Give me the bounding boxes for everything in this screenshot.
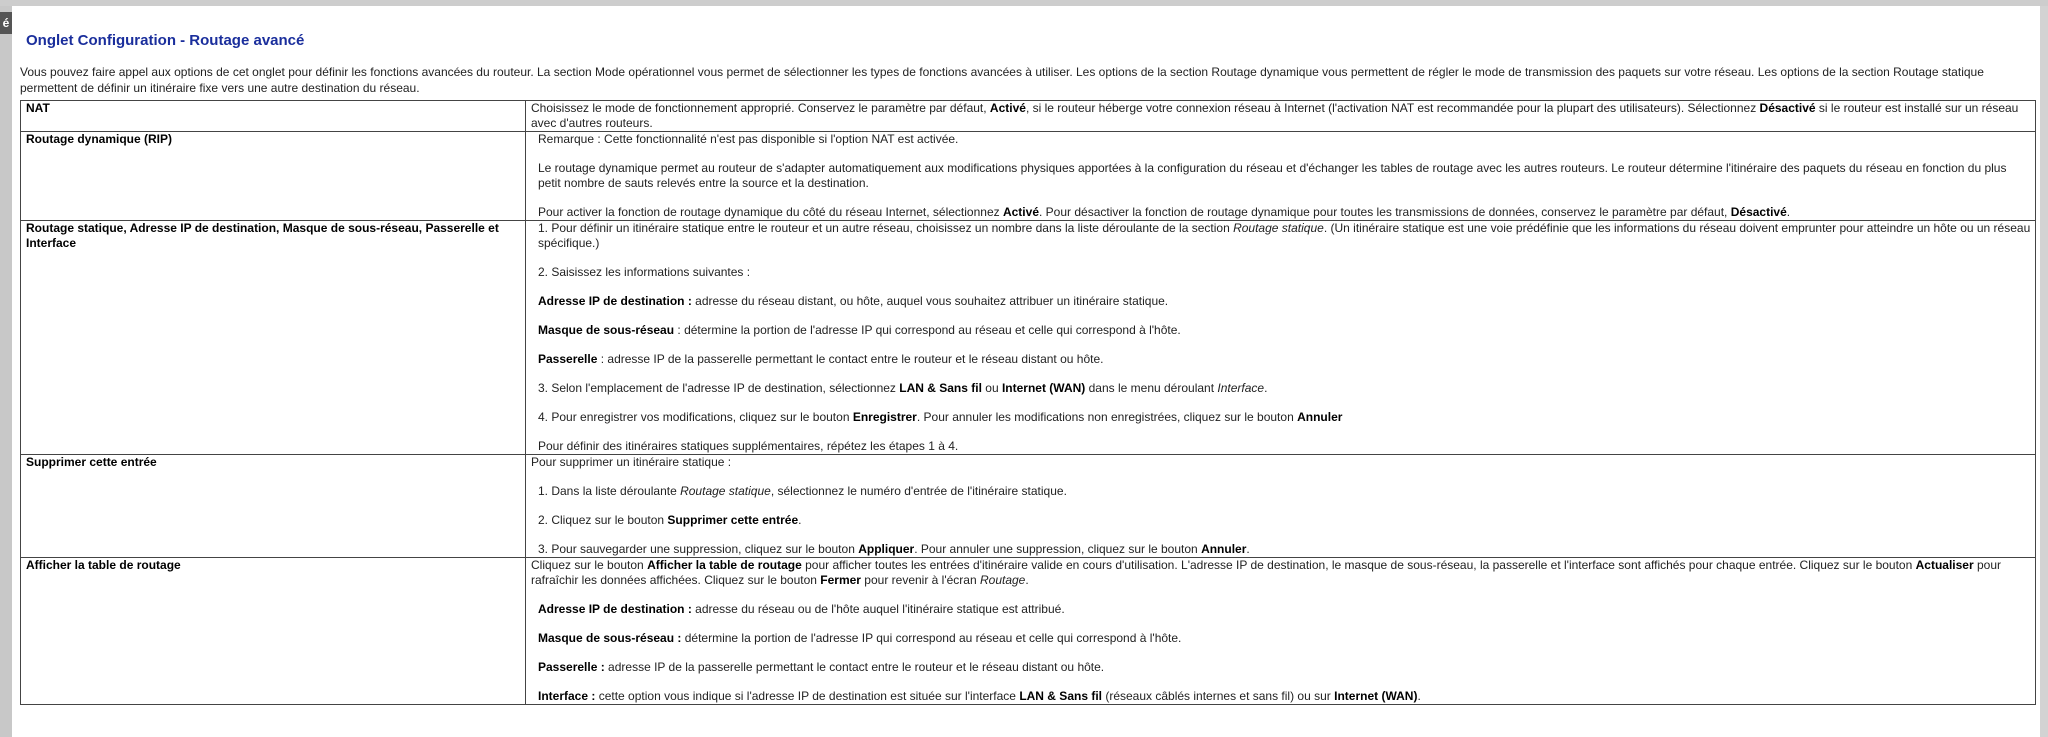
routing-p1-text-3: pour rafraîchir les données affichées. Cliquez sur le bouton [531, 558, 2001, 587]
left-frame [0, 6, 12, 737]
routing-paragraph-1 [531, 558, 2031, 588]
delete-cancel-term: Annuler [1201, 542, 1247, 556]
intro-paragraph: Vous pouvez faire appel aux options de cet onglet pour définir les fonctions avancées du routeur. La section Mode opérationnel vous permet de sélectionner les types de fonctions avancées à utiliser. Les options de la section Routage dynamique vous permettent de régler le mode de transmission des paquets sur votre réseau. Les options de la section Routage statique permettent de définir un itinéraire fixe vers une autre destination du réseau. [20, 65, 1984, 95]
static-s3-text-1: 3. Selon l'emplacement de l'adresse IP de destination, sélectionnez [538, 381, 900, 395]
nat-text-3: si le routeur est installé sur un réseau avec d'autres routeurs. [531, 101, 2019, 130]
table-row-rip [21, 132, 2036, 221]
static-s1-italic: Routage statique [1233, 221, 1324, 235]
row-desc-nat [526, 101, 2036, 132]
static-s3-text-3: dans le menu déroulant [1085, 381, 1218, 395]
static-gw-text: : adresse IP de la passerelle permettant le contact entre le routeur et le réseau distant ou hôte. [597, 352, 1104, 366]
static-step-1 [531, 221, 2031, 251]
routing-close-term: Fermer [820, 573, 861, 587]
routing-dest-text: adresse du réseau ou de l'hôte auquel l'itinéraire statique est attribué. [691, 602, 1065, 616]
table-row-nat [21, 101, 2036, 132]
delete-intro: Pour supprimer un itinéraire statique : [531, 455, 732, 469]
routing-if-text-2: (réseaux câblés internes et sans fil) ou sur [1102, 689, 1335, 703]
delete-step-3 [531, 542, 2031, 557]
routing-refresh-term: Actualiser [1915, 558, 1974, 572]
static-step-4 [531, 410, 2031, 425]
rip-p3-text-2: . Pour désactiver la fonction de routage dynamique pour toutes les transmissions de données, conservez le paramètre par défaut, [1039, 205, 1731, 219]
rip-p3-text-3: . [1786, 205, 1791, 219]
static-save-term: Enregistrer [852, 410, 917, 424]
routing-mask-term: Masque de sous-réseau : [538, 631, 682, 645]
rip-paragraph-3 [531, 205, 2031, 220]
routing-p1-text-2: pour afficher toutes les entrées d'itinéraire valide en cours d'utilisation. L'adresse IP de destination, le masque de sous-réseau, la passerelle et l'interface sont affichés pour chaque entrée. Cliquez sur le bouton [801, 558, 1916, 572]
row-label-static: Routage statique, Adresse IP de destination, Masque de sous-réseau, Passerelle et Interface [21, 221, 526, 455]
routing-if-text-1: cette option vous indique si l'adresse IP de destination est située sur l'interface [595, 689, 1020, 703]
routing-interface [531, 689, 2031, 704]
routing-p1-italic: Routage [979, 573, 1026, 587]
delete-s3-text-2: . Pour annuler une suppression, cliquez sur le bouton [914, 542, 1202, 556]
delete-s2-text-2: . [798, 513, 802, 527]
static-s4-text-2: . Pour annuler les modifications non enregistrées, cliquez sur le bouton [916, 410, 1298, 424]
routing-mask-text: détermine la portion de l'adresse IP qui correspond au réseau et celle qui correspond à l'hôte. [681, 631, 1182, 645]
routing-if-wan-term: Internet (WAN) [1334, 689, 1418, 703]
page-title: Onglet Configuration - Routage avancé [26, 32, 305, 49]
delete-step-1 [531, 484, 2031, 499]
static-s3-text-2: ou [981, 381, 1002, 395]
help-table [20, 100, 2036, 705]
delete-s1-text-1: 1. Dans la liste déroulante [538, 484, 681, 498]
row-label-rip: Routage dynamique (RIP) [21, 132, 526, 221]
help-content [20, 30, 2038, 705]
rip-p3-text-1: Pour activer la fonction de routage dynamique du côté du réseau Internet, sélectionnez [538, 205, 1003, 219]
row-desc-static [526, 221, 2036, 455]
static-step-5: Pour définir des itinéraires statiques supplémentaires, répétez les étapes 1 à 4. [538, 439, 959, 453]
row-label-nat: NAT [21, 101, 526, 132]
nat-enabled-term: Activé [989, 101, 1026, 115]
table-row-routing-table [21, 558, 2036, 705]
nat-disabled-term: Désactivé [1759, 101, 1816, 115]
rip-note: Remarque : Cette fonctionnalité n'est pas disponible si l'option NAT est activée. [538, 132, 959, 146]
delete-s3-text-3: . [1246, 542, 1250, 556]
routing-if-term: Interface : [538, 689, 596, 703]
routing-gw-text: adresse IP de la passerelle permettant le contact entre le routeur et le réseau distant ou hôte. [604, 660, 1105, 674]
delete-s3-text-1: 3. Pour sauvegarder une suppression, cliquez sur le bouton [538, 542, 859, 556]
table-row-static [21, 221, 2036, 455]
row-desc-rip [526, 132, 2036, 221]
rip-disabled-term: Désactivé [1730, 205, 1787, 219]
static-s3-lan-term: LAN & Sans fil [899, 381, 982, 395]
static-s3-interface-italic: Interface [1217, 381, 1265, 395]
static-s3-wan-term: Internet (WAN) [1001, 381, 1086, 395]
routing-if-lan-term: LAN & Sans fil [1019, 689, 1102, 703]
right-scrollbar[interactable] [2040, 6, 2048, 737]
static-step-3 [531, 381, 2031, 396]
routing-gw-term: Passerelle : [538, 660, 605, 674]
static-mask-text: : détermine la portion de l'adresse IP qui correspond au réseau et celle qui correspond à l'hôte. [674, 323, 1181, 337]
delete-s1-italic: Routage statique [680, 484, 771, 498]
window-top-border [0, 0, 2048, 6]
static-dest-text: adresse du réseau distant, ou hôte, auquel vous souhaitez attribuer un itinéraire statique. [691, 294, 1169, 308]
routing-p1-text-5: . [1025, 573, 1029, 587]
frame-corner-label: é [0, 12, 12, 34]
row-label-routing-table: Afficher la table de routage [21, 558, 526, 705]
routing-dest-ip [531, 602, 2031, 617]
static-s1-text-1: 1. Pour définir un itinéraire statique entre le routeur et un autre réseau, choisissez un nombre dans la liste déroulante de la section [538, 221, 1234, 235]
table-row-delete [21, 455, 2036, 558]
routing-p1-text-4: pour revenir à l'écran [860, 573, 980, 587]
routing-mask [531, 631, 2031, 646]
routing-gateway [531, 660, 2031, 675]
routing-p1-text-1: Cliquez sur le bouton [531, 558, 648, 572]
static-mask-term: Masque de sous-réseau [538, 323, 675, 337]
delete-apply-term: Appliquer [858, 542, 915, 556]
rip-paragraph-2: Le routage dynamique permet au routeur de s'adapter automatiquement aux modifications physiques apportées à la configuration du réseau et d'échanger les tables de routage avec les autres routeurs. Le routeur détermine l'itinéraire des paquets du réseau en fonction du plus petit nombre de sauts relevés entre la source et la destination. [538, 161, 2007, 190]
static-mask [531, 323, 2031, 338]
routing-dest-term: Adresse IP de destination : [538, 602, 692, 616]
routing-if-text-3: . [1417, 689, 1421, 703]
static-cancel-term: Annuler [1297, 410, 1343, 424]
nat-text-2: , si le routeur héberge votre connexion réseau à Internet (l'activation NAT est recommandée pour la plupart des utilisateurs). Sélectionnez [1025, 101, 1760, 115]
row-desc-delete [526, 455, 2036, 558]
static-dest-term: Adresse IP de destination : [538, 294, 692, 308]
static-s4-text-1: 4. Pour enregistrer vos modifications, cliquez sur le bouton [538, 410, 853, 424]
static-gw-term: Passerelle [538, 352, 598, 366]
static-step-2: 2. Saisissez les informations suivantes : [538, 265, 751, 279]
row-label-delete: Supprimer cette entrée [21, 455, 526, 558]
rip-enabled-term: Activé [1002, 205, 1039, 219]
static-s3-text-4: . [1264, 381, 1268, 395]
nat-text-1: Choisissez le mode de fonctionnement approprié. Conservez le paramètre par défaut, [531, 101, 990, 115]
delete-s1-text-2: , sélectionnez le numéro d'entrée de l'itinéraire statique. [770, 484, 1067, 498]
static-dest-ip [531, 294, 2031, 309]
row-desc-routing-table [526, 558, 2036, 705]
delete-s2-text-1: 2. Cliquez sur le bouton [538, 513, 668, 527]
static-s1-text-2: . (Un itinéraire statique est une voie prédéfinie que les informations du réseau doivent emprunter pour atteindre un hôte ou un réseau spécifique.) [538, 221, 2031, 250]
delete-step-2 [531, 513, 2031, 528]
routing-show-term: Afficher la table de routage [647, 558, 802, 572]
delete-entry-term: Supprimer cette entrée [667, 513, 799, 527]
static-gateway [531, 352, 2031, 367]
